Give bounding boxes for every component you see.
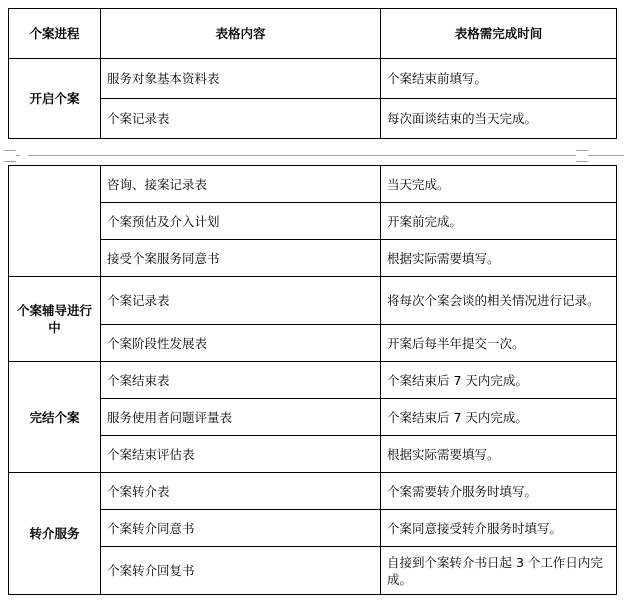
time-cell: 个案结束后 7 天内完成。 [381,399,617,436]
form-cell: 个案记录表 [101,99,381,139]
time-cell: 开案后每半年提交一次。 [381,325,617,362]
time-cell: 根据实际需要填写。 [381,240,617,277]
header-stage: 个案进程 [9,9,101,59]
header-time: 表格需完成时间 [381,9,617,59]
form-cell: 个案预估及介入计划 [101,203,381,240]
time-cell: 个案结束前填写。 [381,59,617,99]
stage-cell-continued [9,166,101,277]
page-break-left-mark [4,150,16,162]
form-cell: 个案阶段性发展表 [101,325,381,362]
table-row [9,59,617,99]
time-cell: 自接到个案转介书日起 3 个工作日内完成。 [381,547,617,595]
case-forms-table-top [8,8,617,139]
table-row [9,399,617,436]
form-cell: 个案记录表 [101,277,381,325]
time-cell: 当天完成。 [381,166,617,203]
stage-closing: 完结个案 [9,362,101,473]
table-row [9,436,617,473]
table-row [9,473,617,510]
table-header-row [9,9,617,59]
form-cell: 服务使用者问题评量表 [101,399,381,436]
time-cell: 每次面谈结束的当天完成。 [381,99,617,139]
page-break [0,150,624,162]
time-cell: 根据实际需要填写。 [381,436,617,473]
table-row [9,203,617,240]
table-row [9,362,617,399]
time-cell: 个案需要转介服务时填写。 [381,473,617,510]
form-cell: 个案结束表 [101,362,381,399]
form-cell: 个案结束评估表 [101,436,381,473]
form-cell: 服务对象基本资料表 [101,59,381,99]
table-row [9,166,617,203]
time-cell: 个案同意接受转介服务时填写。 [381,510,617,547]
stage-ongoing: 个案辅导进行中 [9,277,101,362]
time-cell: 将每次个案会谈的相关情况进行记录。 [381,277,617,325]
time-cell: 个案结束后 7 天内完成。 [381,362,617,399]
table-row [9,99,617,139]
stage-open-case: 开启个案 [9,59,101,139]
table-row [9,547,617,595]
page-break-line [28,155,576,156]
form-cell: 个案转介表 [101,473,381,510]
table-row [9,510,617,547]
form-cell: 咨询、接案记录表 [101,166,381,203]
time-cell: 开案前完成。 [381,203,617,240]
form-cell: 个案转介回复书 [101,547,381,595]
form-cell: 个案转介同意书 [101,510,381,547]
table-row [9,325,617,362]
stage-referral: 转介服务 [9,473,101,595]
table-row [9,240,617,277]
header-form: 表格内容 [101,9,381,59]
form-cell: 接受个案服务同意书 [101,240,381,277]
table-row [9,277,617,325]
page-break-right-mark [576,150,588,162]
case-forms-table-bottom [8,165,617,595]
